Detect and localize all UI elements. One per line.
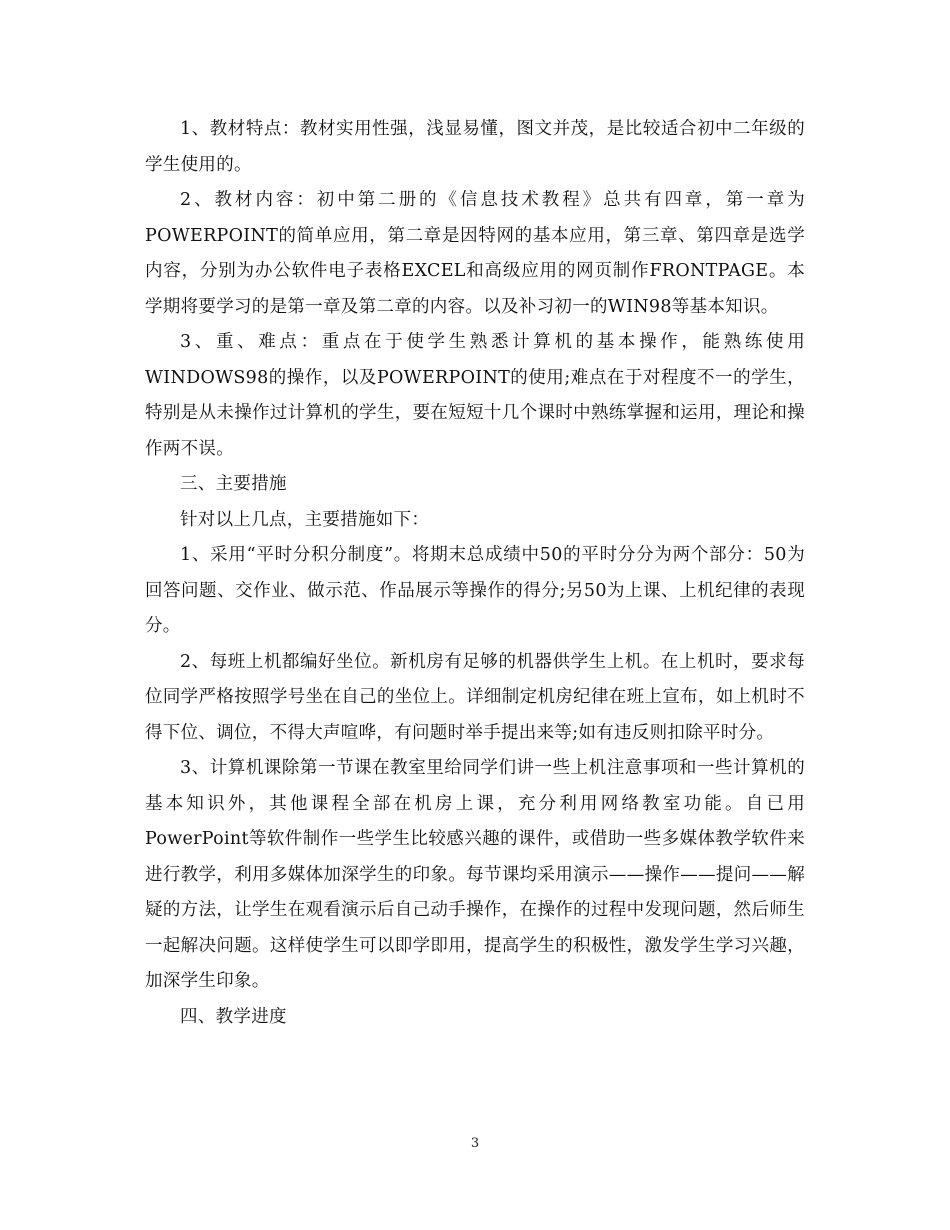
paragraph-textbook-content: 2、教材内容：初中第二册的《信息技术教程》总共有四章，第一章为POWERPOINT的简单应用，第二章是因特网的基本应用，第三章、第四章是选学内容，分别为办公软件电子表格EXCEL和高级应用的网页制作FRONTPAGE。本学期将要学习的是第一章及第二章的内容。以及补习初一的WIN98等基本知识。 xyxy=(145,190,805,317)
paragraph-measure-3: 3、计算机课除第一节课在教室里给同学们讲一些上机注意事项和一些计算机的基本知识外，其他课程全部在机房上课，充分利用网络教室功能。自已用PowerPoint等软件制作一些学生比较感兴趣的课件，或借助一些多媒体教学软件来进行教学，利用多媒体加深学生的印象。每节课均采用演示——操作——提问——解疑的方法，让学生在观看演示后自己动手操作，在操作的过程中发现问题，然后师生一起解决问题。这样使学生可以即学即用，提高学生的积极性，激发学生学习兴趣，加深学生印象。 xyxy=(145,758,805,991)
paragraph-measures-intro: 针对以上几点，主要措施如下： xyxy=(180,509,430,530)
section-heading-main-measures: 三、主要措施 xyxy=(180,474,287,494)
paragraph-key-difficult-points: 3、重、难点：重点在于使学生熟悉计算机的基本操作，能熟练使用WINDOWS98的操作，以及POWERPOINT的使用;难点在于对程度不一的学生，特别是从未操作过计算机的学生，要在短短十几个课时中熟练掌握和运用，理论和操作两不误。 xyxy=(145,332,805,459)
section-heading-teaching-progress: 四、教学进度 xyxy=(180,1006,287,1027)
document-body xyxy=(145,112,805,1035)
paragraph-measure-2: 2、每班上机都编好坐位。新机房有足够的机器供学生上机。在上机时，要求每位同学严格按照学号坐在自己的坐位上。详细制定机房纪律在班上宣布，如上机时不得下位、调位，不得大声喧哗，有问题时举手提出来等;如有违反则扣除平时分。 xyxy=(145,651,805,743)
page-number: 3 xyxy=(470,1136,480,1151)
paragraph-textbook-features: 1、教材特点：教材实用性强，浅显易懂，图文并茂，是比较适合初中二年级的学生使用的。 xyxy=(145,119,805,175)
paragraph-measure-1: 1、采用“平时分积分制度”。将期末总成绩中50的平时分分为两个部分：50为回答问题、交作业、做示范、作品展示等操作的得分;另50为上课、上机纪律的表现分。 xyxy=(145,545,805,636)
